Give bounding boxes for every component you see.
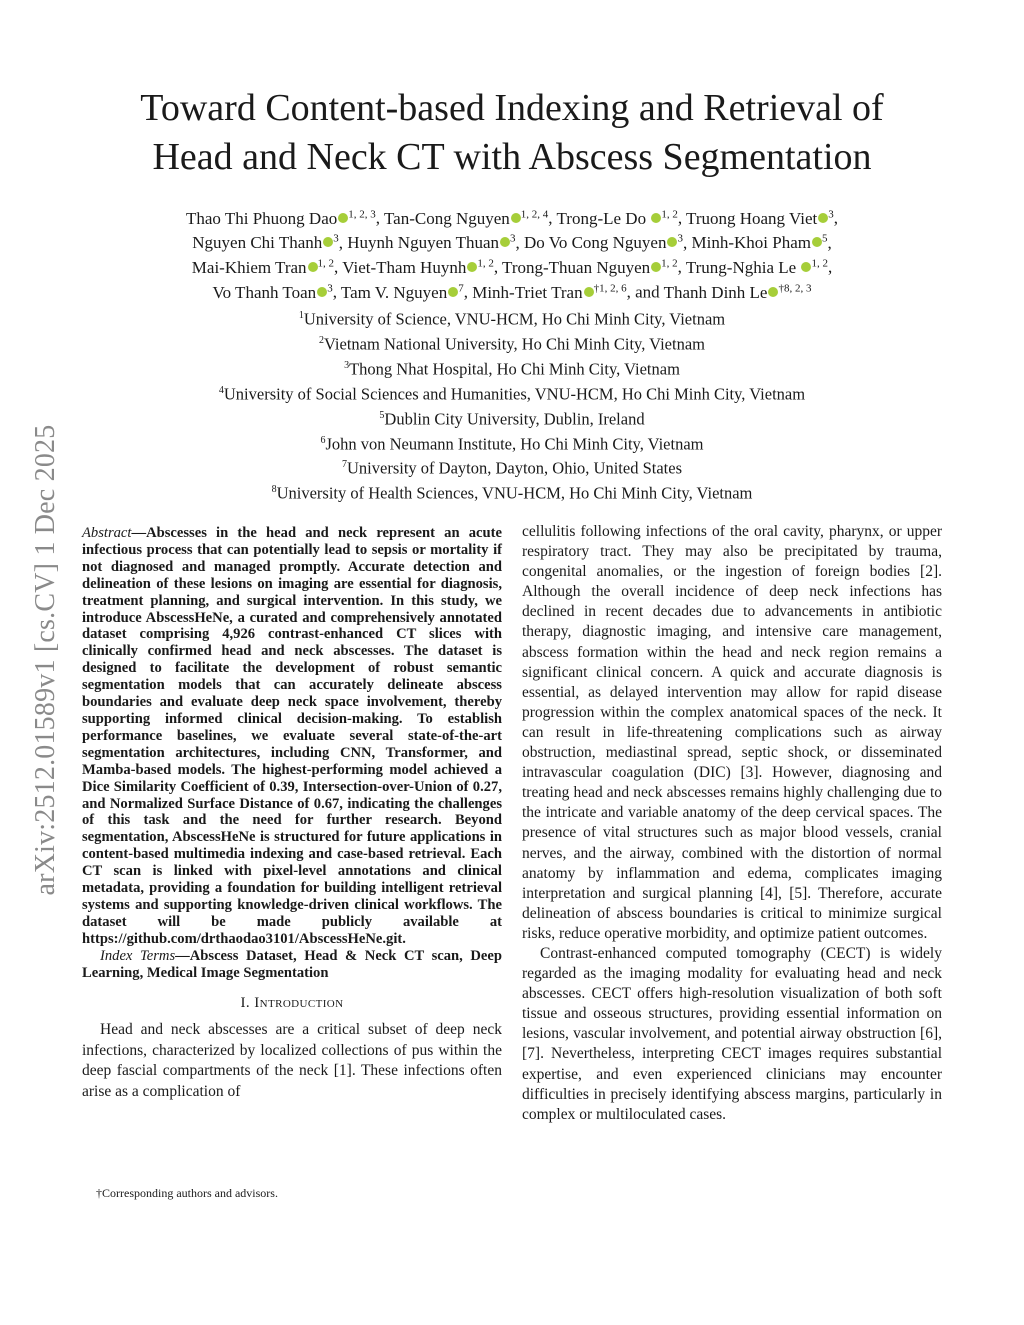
orcid-icon[interactable] — [768, 287, 778, 297]
intro-paragraph: Head and neck abscesses are a critical subset of deep neck infections, characterized by localized collections of pus within the deep fascial compartments of the neck [1]. These infections often arise as a complication of — [82, 1021, 502, 1100]
author: Minh-Khoi Pham $^5$ — [691, 232, 828, 253]
author: Minh-Triet Tran $^{\dagger 1, 2, 6}$ — [472, 281, 627, 302]
author: Thao Thi Phuong Dao $^{1, 2, 3}$ — [186, 208, 376, 228]
orcid-icon[interactable] — [323, 237, 333, 247]
orcid-icon[interactable] — [467, 262, 477, 272]
affiliation: $^6$John von Neumann Institute, Ho Chi Minh City, Vietnam — [320, 434, 704, 454]
affiliation: $^7$University of Dayton, Dayton, Ohio, United States — [342, 458, 682, 478]
left-column — [82, 525, 502, 1102]
affiliation: $^5$Dublin City University, Dublin, Ireland — [379, 409, 645, 429]
index-terms-text: —Abscess Dataset, Head & Neck CT scan, Deep Learning, Medical Image Segmentation — [82, 947, 502, 981]
orcid-icon[interactable] — [801, 262, 811, 272]
affiliation-list — [80, 305, 944, 504]
author: Truong Hoang Viet $^3$ — [686, 208, 834, 228]
arxiv-identifier: arXiv:2512.01589v1 [cs.CV] 1 Dec 2025 — [30, 424, 61, 896]
section-heading: I. Introduction — [240, 995, 344, 1012]
author: Viet-Tham Huynh $^{1, 2}$ — [342, 257, 494, 277]
author: Tan-Cong Nguyen $^{1, 2, 4}$ — [383, 208, 549, 228]
author: Trung-Nghia Le $^{1, 2}$ — [685, 257, 828, 277]
orcid-icon[interactable] — [511, 213, 521, 223]
author: Huynh Nguyen Thuan $^3$ — [347, 232, 516, 253]
author: Nguyen Chi Thanh $^3$ — [192, 232, 339, 253]
author: Tam V. Nguyen $^7$ — [340, 281, 464, 302]
author: Trong-Le Do $^{1, 2}$ — [556, 208, 678, 228]
author: Do Vo Cong Nguyen $^3$ — [524, 232, 683, 253]
affiliation: $^4$University of Social Sciences and Humanities, VNU-HCM, Ho Chi Minh City, Vietnam — [218, 384, 806, 404]
abstract — [82, 525, 502, 948]
orcid-icon[interactable] — [584, 287, 594, 297]
orcid-icon[interactable] — [818, 213, 828, 223]
author: Mai-Khiem Tran $^{1, 2}$ — [191, 257, 335, 277]
author: Vo Thanh Toan $^3$ — [212, 281, 333, 302]
orcid-icon[interactable] — [500, 237, 510, 247]
title-line-2: Head and Neck CT with Abscess Segmentation — [152, 136, 872, 178]
orcid-icon[interactable] — [812, 237, 822, 247]
index-terms — [82, 948, 502, 982]
orcid-icon[interactable] — [448, 287, 458, 297]
orcid-icon[interactable] — [651, 213, 661, 223]
orcid-icon[interactable] — [317, 287, 327, 297]
orcid-icon[interactable] — [338, 213, 348, 223]
author: Trong-Thuan Nguyen $^{1, 2}$ — [502, 257, 678, 277]
author: Thanh Dinh Le $^{\dagger 8, 2, 3}$ — [663, 281, 812, 302]
author-and: and — [635, 282, 660, 302]
index-terms-label: Index Terms — [100, 947, 176, 964]
intro-paragraph-cont: cellulitis following infections of the oral cavity, pharynx, or upper respiratory tract. They may also be precipitated by trauma, congenital anomalies, or the ingestion of foreign bodies [2]. Although the overall incidence of deep neck infections has declined in recent decades due to advancements in antibiotic therapy, diagnostic imaging, and intensive care management, abscess formation within the head and neck region remains a significant clinical concern. A quick and accurate diagnosis is essential, as delayed intervention may allow for rapid disease progression within the complex anatomical spaces of the neck. It can result in life-threatening complications such as airway obstruction, mediastinal spread, septic shock, or disseminated intravascular coagulation (DIC) [3]. However, diagnosing and treating head and neck abscesses remains highly challenging due to the intricate and variable anatomy of the deep cervical spaces. The presence of vital structures such as major blood vessels, cranial nerves, and the airway, combined with the distortion of normal anatomy by inflammation and edema, complicates imaging interpretation and surgical planning [4], [5]. Therefore, accurate delineation of abscess boundaries is critical to minimize surgical risks, reduce operative morbidity, and optimize patient outcomes. — [522, 523, 942, 942]
orcid-icon[interactable] — [651, 262, 661, 272]
affiliation: $^2$Vietnam National University, Ho Chi Minh City, Vietnam — [319, 334, 705, 354]
orcid-icon[interactable] — [667, 237, 677, 247]
abstract-text: —Abscesses in the head and neck represent an acute infectious process that can potentially lead to sepsis or mortality if not diagnosed and managed promptly. Accurate detection and delineation of these lesions on imaging are essential for diagnosis, treatment planning, and surgical intervention. In this study, we introduce AbscessHeNe, a curated and comprehensively annotated dataset comprising 4,926 contrast-enhanced CT slices with clinically confirmed head and neck abscesses. The dataset is designed to facilitate the development of robust semantic segmentation models that can accurately delineate abscess boundaries and evaluate deep neck space involvement, thereby supporting informed clinical decision-making. To establish performance baselines, we evaluate several state-of-the-art segmentation architectures, including CNN, Transformer, and Mamba-based models. The highest-performing model achieved a Dice Similarity Coefficient of 0.39, Intersection-over-Union of 0.27, and Normalized Surface Distance of 0.67, indicating the challenges of this task and the need for further research. Beyond segmentation, AbscessHeNe is structured for future applications in content-based multimedia indexing and case-based retrieval. Each CT scan is linked with pixel-level annotations and clinical metadata, providing a foundation for building intelligent retrieval systems and supporting knowledge-driven clinical workflows. The dataset will be made publicly available at https://github.com/drthaodao3101/AbscessHeNe.git. — [82, 525, 502, 947]
title-line-1: Toward Content-based Indexing and Retrieval of — [140, 87, 884, 129]
affiliation: $^3$Thong Nhat Hospital, Ho Chi Minh City, Vietnam — [344, 359, 680, 379]
arxiv-side-banner — [0, 0, 80, 1325]
intro-paragraph-2: Contrast-enhanced computed tomography (CECT) is widely regarded as the imaging modality for evaluating head and neck abscesses. CECT offers high-resolution visualization of both soft tissue and osseous structures, providing essential information on lesions, vascular involvement, and potential airway obstruction [6], [7]. Nevertheless, interpreting CECT images requires substantial expertise, and even experienced clinicians may encounter difficulties in precisely identifying abscess margins, particularly in complex or multiloculated cases. — [522, 944, 942, 1123]
affiliation: $^8$University of Health Sciences, VNU-HCM, Ho Chi Minh City, Vietnam — [271, 483, 753, 503]
right-column — [522, 522, 942, 1125]
orcid-icon[interactable] — [308, 262, 318, 272]
affiliation: $^1$University of Science, VNU-HCM, Ho Chi Minh City, Vietnam — [298, 309, 726, 329]
abstract-label: Abstract — [82, 525, 132, 541]
paper-title — [80, 84, 944, 182]
author-list: Thao Thi Phuong Dao $^{1, 2, 3}$, Tan-Cong Nguyen $^{1, 2, 4}$, Trong-Le Do $^{1, 2}$, Truong Hoang Viet $^3$, Nguyen Chi Thanh $^3$, Huynh Nguyen Thuan $^3$, Do Vo Cong Nguyen $^3$, Minh-Khoi Pham $^5$, Mai-Khiem Tran $^{1, 2}$, Viet-Tham Huynh $^{1, 2}$, Trong-Thuan Nguyen $^{1, 2}$, Trung-Nghia Le $^{1, 2}$, Vo Thanh Toan $^3$, Tam V. Nguyen $^7$, Minh-Triet Tran $^{\dagger 1, 2, 6}$, and Thanh Dinh Le $^{\dagger 8, 2, 3}$ — [186, 208, 838, 302]
footnote: †Corresponding authors and advisors. — [96, 1186, 278, 1200]
